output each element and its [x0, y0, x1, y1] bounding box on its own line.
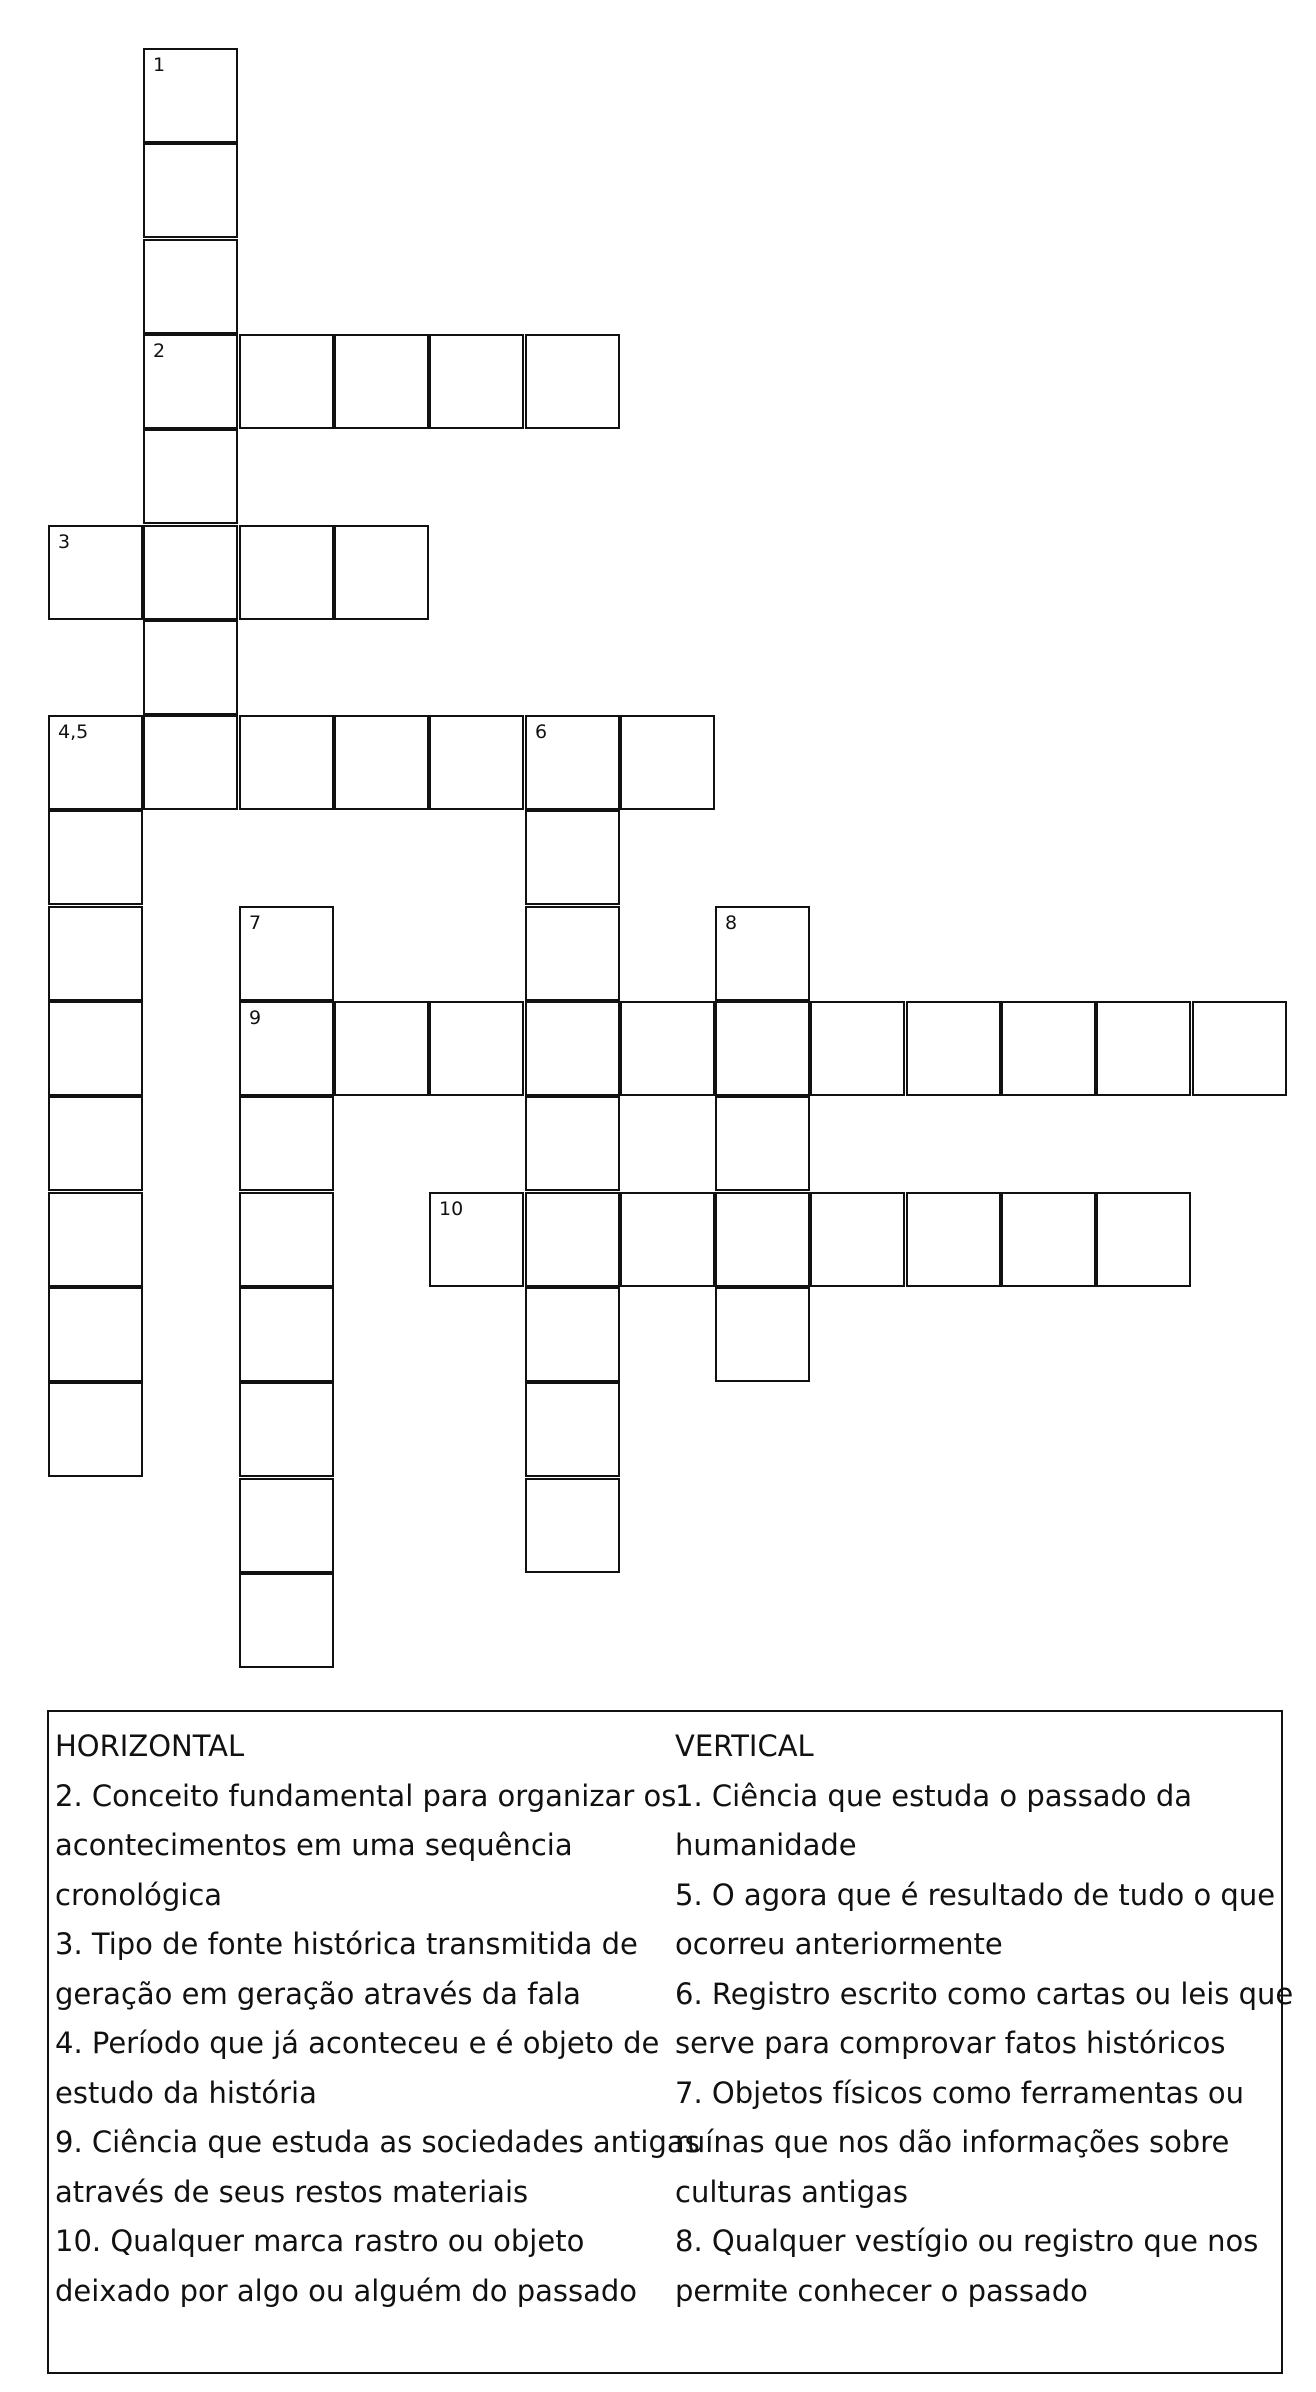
crossword-cell[interactable] [239, 906, 334, 1001]
crossword-cell[interactable] [525, 334, 620, 429]
crossword-cell[interactable] [239, 715, 334, 810]
clue-number: 9 [249, 1007, 262, 1029]
clue-line: 10. Qualquer marca rastro ou objeto [55, 2224, 585, 2258]
crossword-cell[interactable] [143, 48, 238, 143]
crossword-cell[interactable] [429, 334, 524, 429]
crossword-cell[interactable] [239, 525, 334, 620]
crossword-cell[interactable] [239, 1382, 334, 1477]
crossword-cell[interactable] [1001, 1192, 1096, 1287]
clue-line: acontecimentos em uma sequência [55, 1828, 573, 1862]
crossword-cell[interactable] [239, 1192, 334, 1287]
crossword-cell[interactable] [1096, 1001, 1191, 1096]
clue-line: cronológica [55, 1877, 223, 1912]
clue-number: 7 [249, 912, 262, 934]
clue-line: culturas antigas [675, 2174, 909, 2209]
clue-line: 9. Ciência que estuda as sociedades antigas [55, 2125, 700, 2159]
crossword-cell[interactable] [48, 906, 143, 1001]
crossword-cell[interactable] [239, 1287, 334, 1382]
crossword-cell[interactable] [715, 1192, 810, 1287]
crossword-cell[interactable] [715, 1001, 810, 1096]
clue-number: 8 [725, 912, 738, 934]
clue-line: através de seus restos materiais [55, 2174, 529, 2209]
clue-number: 3 [58, 531, 71, 553]
crossword-cell[interactable] [620, 1001, 715, 1096]
clue-heading-vertical: VERTICAL [675, 1729, 814, 1763]
clue-line: 5. O agora que é resultado de tudo o que [675, 1877, 1276, 1912]
crossword-cell[interactable] [143, 429, 238, 524]
crossword-cell[interactable] [525, 1287, 620, 1382]
crossword-cell[interactable] [906, 1192, 1001, 1287]
crossword-cell[interactable] [525, 810, 620, 905]
crossword-cell[interactable] [239, 1573, 334, 1668]
crossword-cell[interactable] [143, 525, 238, 620]
crossword-cell[interactable] [48, 1192, 143, 1287]
clue-line: 3. Tipo de fonte histórica transmitida de [55, 1927, 638, 1961]
crossword-cell[interactable] [239, 1478, 334, 1573]
crossword-cell[interactable] [525, 715, 620, 810]
crossword-cell[interactable] [525, 906, 620, 1001]
clues-box [47, 1710, 1294, 2374]
crossword-cell[interactable] [48, 1287, 143, 1382]
crossword-cell[interactable] [334, 1001, 429, 1096]
clue-line: 7. Objetos físicos como ferramentas ou [675, 2075, 1245, 2110]
clue-heading-horizontal: HORIZONTAL [55, 1729, 245, 1763]
clue-line: 4. Período que já aconteceu e é objeto de [55, 2026, 660, 2060]
clue-line: 8. Qualquer vestígio ou registro que nos [675, 2224, 1259, 2258]
horizontal-clues [55, 1722, 700, 2316]
crossword-cell[interactable] [48, 810, 143, 905]
crossword-cell[interactable] [143, 239, 238, 334]
crossword-cell[interactable] [48, 1096, 143, 1191]
crossword-cell[interactable] [1096, 1192, 1191, 1287]
crossword-cell[interactable] [48, 525, 143, 620]
clue-line: estudo da história [55, 2075, 317, 2110]
crossword-cell[interactable] [239, 334, 334, 429]
crossword-cell[interactable] [525, 1192, 620, 1287]
clue-number: 4,5 [58, 721, 89, 743]
crossword-cell[interactable] [48, 1382, 143, 1477]
clue-line: ruínas que nos dão informações sobre [675, 2125, 1230, 2159]
clue-line: permite conhecer o passado [675, 2273, 1088, 2308]
crossword-cell[interactable] [715, 906, 810, 1001]
clue-number: 2 [153, 340, 166, 362]
crossword-cell[interactable] [525, 1001, 620, 1096]
vertical-clues [675, 1722, 1294, 2316]
crossword-cell[interactable] [429, 715, 524, 810]
clue-line: serve para comprovar fatos históricos [675, 2026, 1226, 2060]
crossword-cell[interactable] [143, 143, 238, 238]
crossword-cell[interactable] [715, 1287, 810, 1382]
crossword-cell[interactable] [715, 1096, 810, 1191]
clue-number: 10 [439, 1198, 464, 1220]
crossword-cell[interactable] [48, 715, 143, 810]
crossword-cell[interactable] [525, 1478, 620, 1573]
crossword-cell[interactable] [1192, 1001, 1287, 1096]
crossword-cell[interactable] [810, 1192, 905, 1287]
crossword-cell[interactable] [429, 1001, 524, 1096]
clue-number: 1 [153, 54, 166, 76]
crossword-cell[interactable] [334, 715, 429, 810]
crossword-cell[interactable] [525, 1096, 620, 1191]
clue-line: 6. Registro escrito como cartas ou leis que [675, 1976, 1294, 2011]
crossword-cell[interactable] [48, 1001, 143, 1096]
crossword-cell[interactable] [525, 1382, 620, 1477]
crossword-cell[interactable] [143, 715, 238, 810]
clue-line: humanidade [675, 1828, 857, 1862]
crossword-cell[interactable] [1001, 1001, 1096, 1096]
crossword-cell[interactable] [334, 334, 429, 429]
crossword-cell[interactable] [620, 1192, 715, 1287]
clue-line: 1. Ciência que estuda o passado da [675, 1778, 1193, 1813]
crossword-cell[interactable] [239, 1001, 334, 1096]
crossword-cell[interactable] [429, 1192, 524, 1287]
clue-line: ocorreu anteriormente [675, 1927, 1003, 1961]
clue-line: geração em geração através da fala [55, 1976, 581, 2011]
clue-line: 2. Conceito fundamental para organizar os [55, 1778, 677, 1813]
crossword-cell[interactable] [143, 334, 238, 429]
crossword-cell[interactable] [906, 1001, 1001, 1096]
crossword-cell[interactable] [334, 525, 429, 620]
crossword-cell[interactable] [620, 715, 715, 810]
crossword-cell[interactable] [239, 1096, 334, 1191]
clue-number: 6 [535, 721, 548, 743]
clue-line: deixado por algo ou alguém do passado [55, 2273, 638, 2308]
crossword-cell[interactable] [143, 620, 238, 715]
crossword-cell[interactable] [810, 1001, 905, 1096]
